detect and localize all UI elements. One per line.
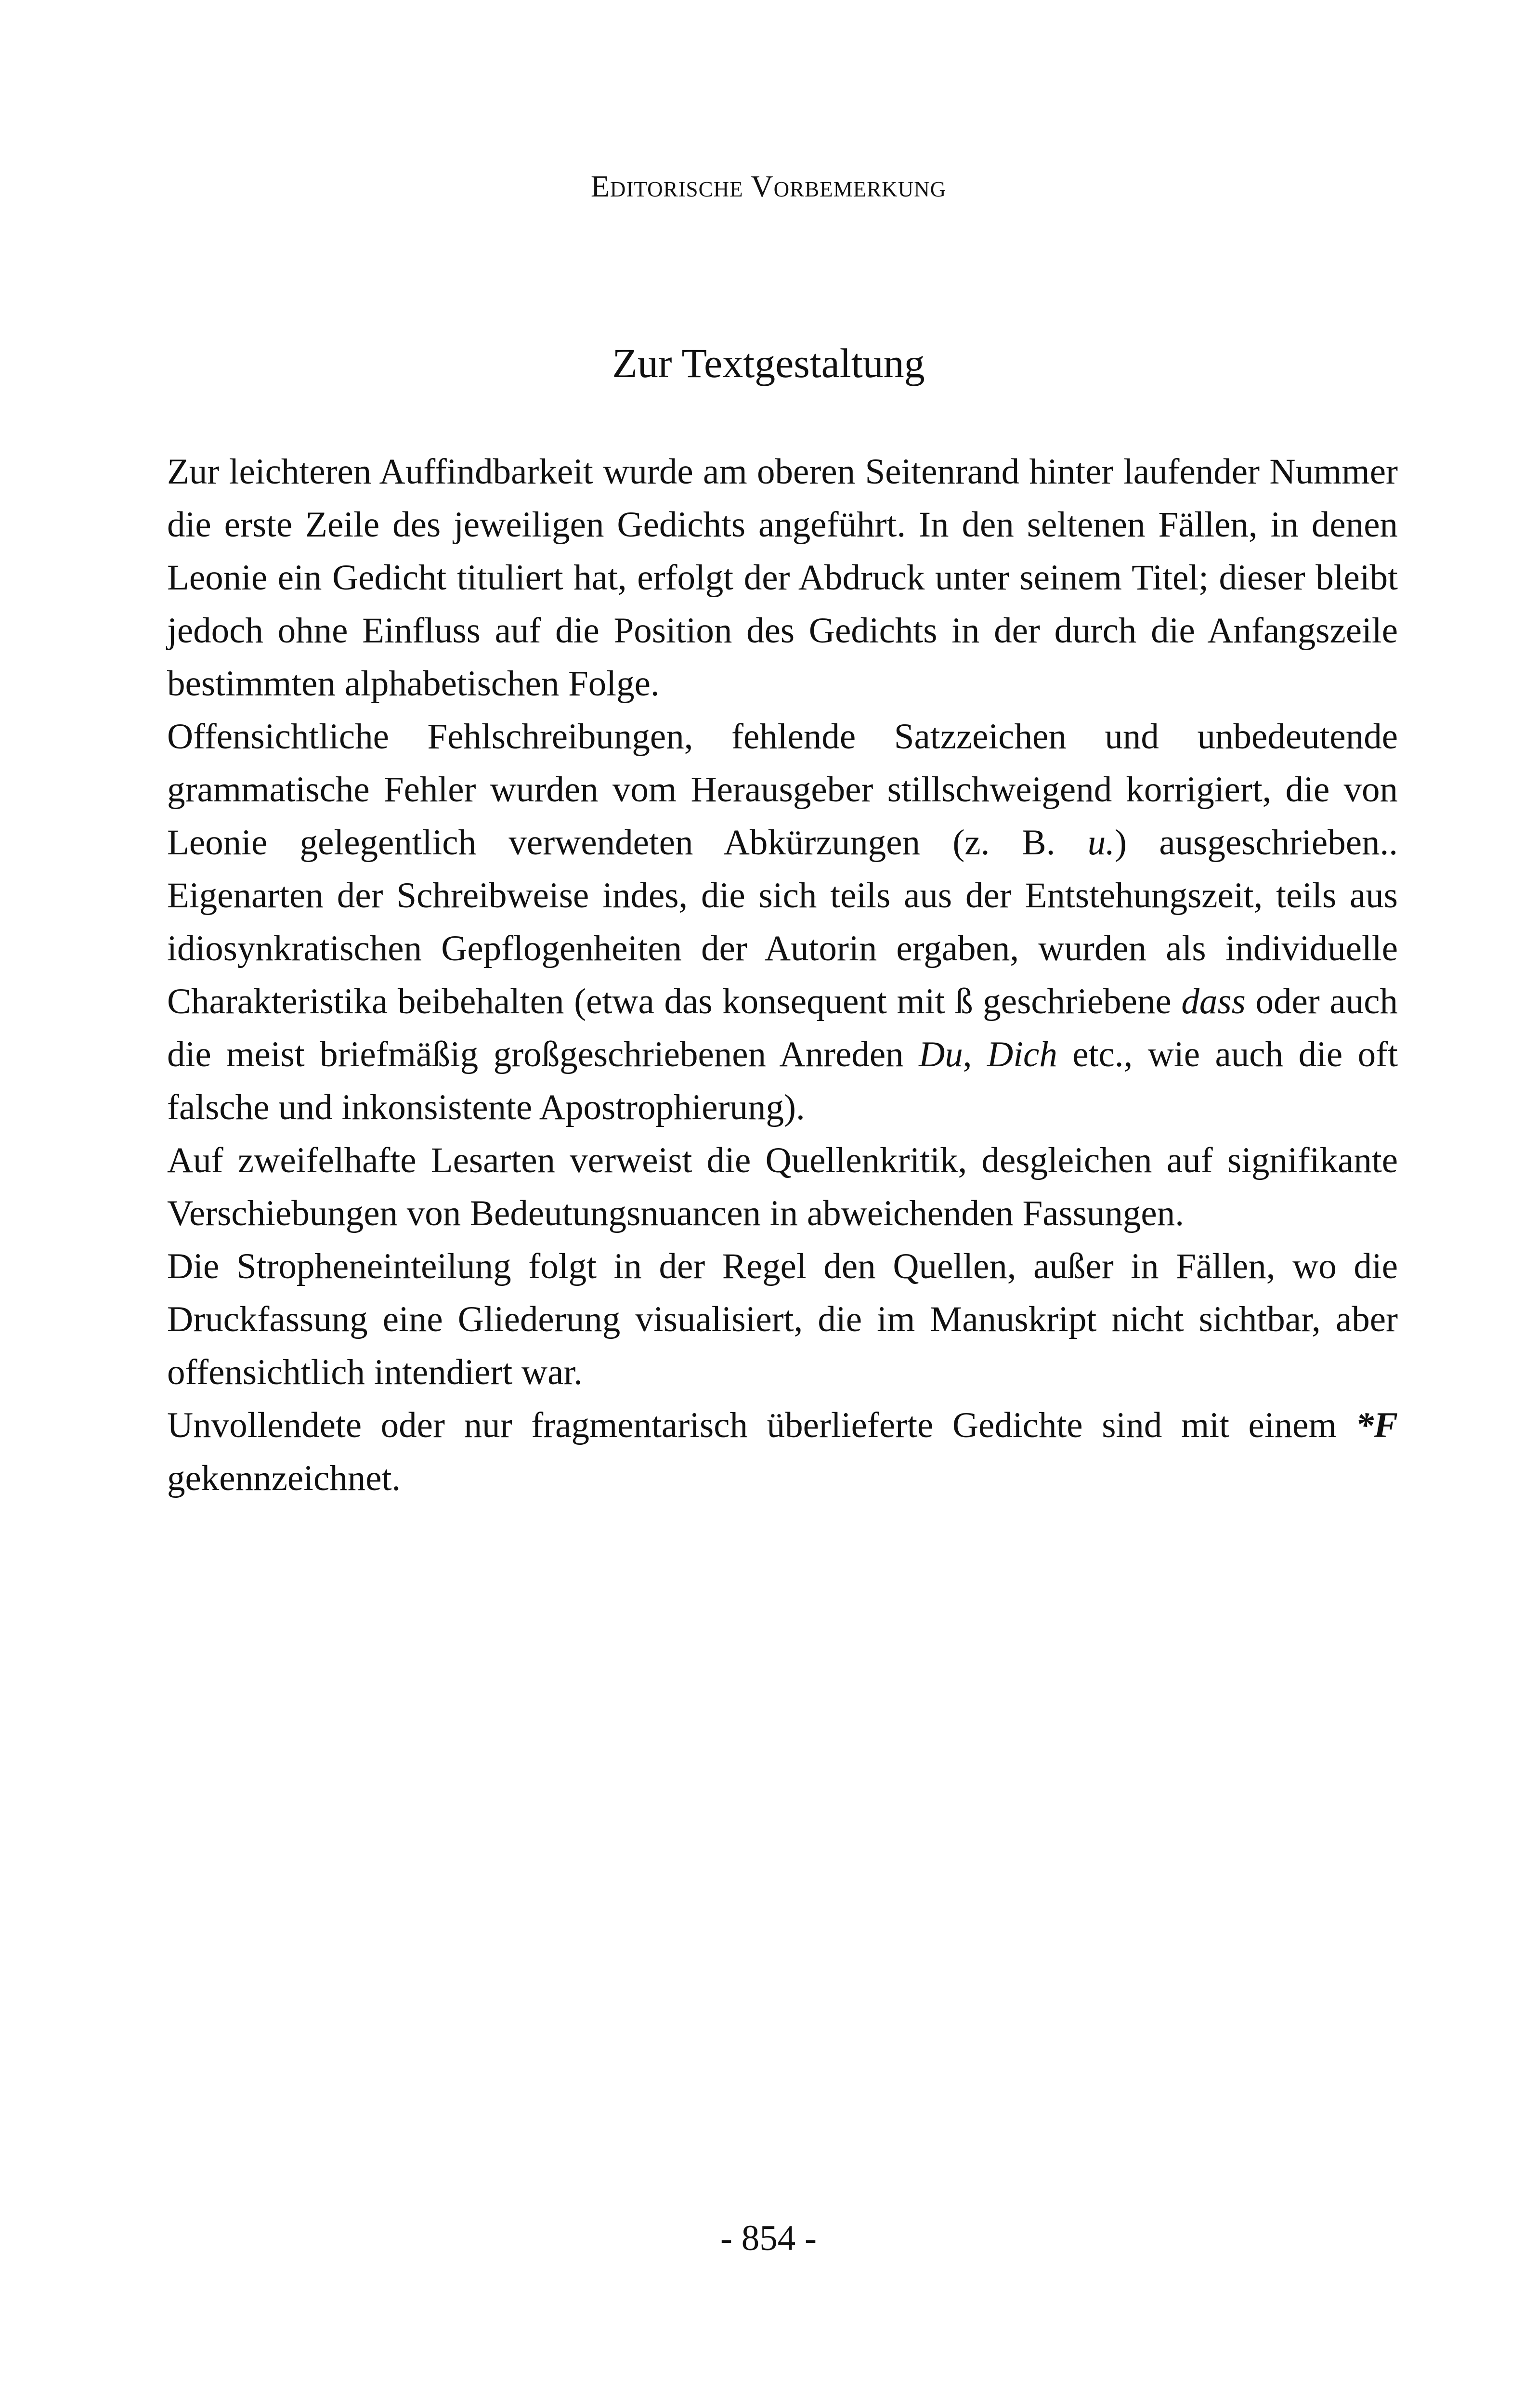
text-run: Offensichtliche Fehlschreibungen, fehlende Satzzeichen und unbedeutende grammatische Fehler wurden vom Herausgeber stillschweigend korrigiert, die von Leonie gelegentlich verwendeten Abkürzungen (z. B. xyxy=(167,717,1398,863)
italic-word-dass: dass xyxy=(1181,982,1246,1021)
italic-abbreviation: u. xyxy=(1087,823,1115,863)
text-run: Unvollendete oder nur fragmentarisch überlieferte Gedichte sind mit einem xyxy=(167,1405,1356,1445)
paragraph-findability: Zur leichteren Auffindbarkeit wurde am oberen Seitenrand hinter laufender Nummer die erste Zeile des jeweiligen Gedichts angeführt. In den seltenen Fällen, in denen Leonie ein Gedicht tituliert hat, erfolgt der Abdruck unter seinem Titel; dieser bleibt jedoch ohne Einfluss auf die Position des Gedichts in der durch die Anfangszeile bestimmten alphabetischen Folge. xyxy=(167,452,1398,704)
body-text xyxy=(167,445,1398,1505)
text-run: , xyxy=(963,1034,988,1074)
italic-word-du: Du xyxy=(919,1034,963,1074)
text-run: oder auch die meist briefmäßig großgeschriebenen Anreden xyxy=(167,982,1398,1074)
paragraph-readings: Auf zweifelhafte Lesarten verweist die Quellenkritik, desgleichen auf signifikante Verschiebungen von Bedeutungsnuancen in abweichenden Fassungen. xyxy=(167,1140,1398,1233)
text-run: etc., wie auch die oft falsche und inkonsistente Apostrophierung). xyxy=(167,1034,1398,1127)
paragraph-stanzas: Die Stropheneinteilung folgt in der Regel den Quellen, außer in Fällen, wo die Druckfassung eine Gliederung visualisiert, die im Manuskript nicht sichtbar, aber offensichtlich intendiert war. xyxy=(167,1246,1398,1392)
text-run: ) ausgeschrieben.. Eigenarten der Schreibweise indes, die sich teils aus der Entstehungszeit, teils aus idiosynkratischen Gepflogenheiten der Autorin ergaben, wurden als individuelle Charakteristika beibehalten (etwa das konsequent mit ß geschriebene xyxy=(167,823,1398,1021)
running-head: Editorische Vorbemerkung xyxy=(590,169,947,203)
paragraph-fragments xyxy=(167,1399,1398,1505)
text-run: gekennzeichnet. xyxy=(167,1458,401,1498)
paragraph-corrections xyxy=(167,710,1398,1134)
fragment-marker xyxy=(1355,1405,1398,1445)
section-title: Zur Textgestaltung xyxy=(612,340,925,386)
fragment-marker-text: *F xyxy=(1355,1405,1398,1445)
italic-word-dich: Dich xyxy=(987,1034,1057,1074)
page-number: - 854 - xyxy=(720,2218,817,2258)
